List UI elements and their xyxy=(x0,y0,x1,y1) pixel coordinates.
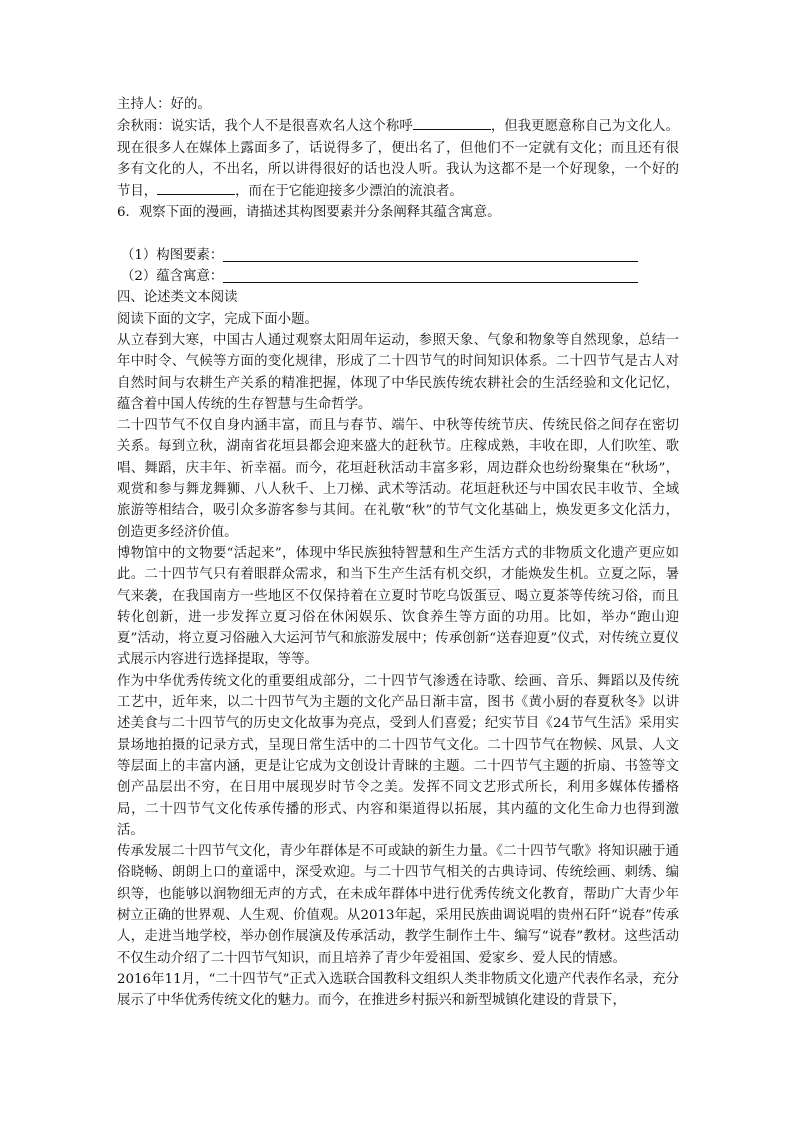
yu-qiuyu-paragraph xyxy=(117,115,679,202)
question-6-prompt: 6．观察下面的漫画，请描述其构图要素并分条阐释其蕴含寓意。 xyxy=(117,205,501,221)
answer-blank-2[interactable] xyxy=(157,180,235,195)
answer-row-meaning xyxy=(117,266,679,287)
composition-answer-line[interactable] xyxy=(223,246,638,262)
reading-paragraph-2: 二十四节气不仅自身内涵丰富，而且与春节、端午、中秋等传统节庆、传统民俗之间存在密切关系。每到立秋，湖南省花垣县都会迎来盛大的赶秋节。庄稼成熟，丰收在即，人们吹笙、歌唱、舞蹈，庆丰年、祈幸福。而今，花垣赶秋活动丰富多彩，周边群众也纷纷聚集在“秋场”，观赏和参与舞龙舞狮、八人秋千、上刀梯、武术等活动。花垣赶秋还与中国农民丰收节、全域旅游等相结合，吸引众多游客参与其间。在礼敬“秋”的节气文化基础上，焕发更多文化活力，创造更多经济价值。 xyxy=(117,418,679,540)
yu-text-part3: ，而在于它能迎接多少漂泊的流浪者。 xyxy=(235,184,463,200)
yu-text-part1: 余秋雨：说实话，我个人不是很喜欢名人这个称呼 xyxy=(117,119,413,135)
reading-instruction: 阅读下面的文字，完成下面小题。 xyxy=(117,311,318,327)
document-page xyxy=(117,94,679,1011)
reading-paragraph-1: 从立春到大寒，中国古人通过观察太阳周年运动，参照天象、气象和物象等自然现象，总结一年中时令、气候等方面的变化规律，形成了二十四节气的时间知识体系。二十四节气是古人对自然时间与农耕生产关系的精准把握，体现了中华民族传统农耕社会的生活经验和文化记忆，蕴含着中国人传统的生存智慧与生命哲学。 xyxy=(117,332,679,412)
meaning-label: （2）蕴含寓意： xyxy=(121,269,224,285)
composition-label: （1）构图要素： xyxy=(121,247,224,263)
yu-text-part2: ，但我更愿意称自己为文化人。现在很多人在媒体上露面多了，话说得多了，便出名了，但他们不一定就有文化；而且还有很多有文化的人，不出名，所以讲得很好的话也没人听。我认为这都不是一个好现象，一个好的节目， xyxy=(117,119,680,200)
reading-paragraph-3: 博物馆中的文物要“活起来”，体现中华民族独特智慧和生产生活方式的非物质文化遗产更应如此。二十四节气只有着眼群众需求，和当下生产生活有机交织，才能焕发生机。立夏之际，暑气来袭，在我国南方一些地区不仅保持着在立夏时节吃乌饭蛋豆、喝立夏茶等传统习俗，而且转化创新，进一步发挥立夏习俗在休闲娱乐、饮食养生等方面的功用。比如，举办“跑山迎夏”活动，将立夏习俗融入大运河节气和旅游发展中；传承创新“送春迎夏”仪式，对传统立夏仪式展示内容进行选择提取，等等。 xyxy=(117,545,679,668)
meaning-answer-line[interactable] xyxy=(223,267,638,283)
reading-paragraph-4: 作为中华优秀传统文化的重要组成部分，二十四节气渗透在诗歌、绘画、音乐、舞蹈以及传统工艺中，近年来，以二十四节气为主题的文化产品日渐丰富，图书《黄小厨的春夏秋冬》以讲述美食与二十四节气的历史文化故事为亮点，受到人们喜爱；纪实节目《24节气生活》采用实景场地拍摄的记录方式，呈现日常生活中的二十四节气文化。二十四节气在物候、风景、人文等层面上的丰富内涵，更是让它成为文创设计青睐的主题。二十四节气主题的折扇、书签等文创产品层出不穷，在日用中展现岁时节令之美。发挥不同文艺形式所长，利用多媒体传播格局，二十四节气文化传承传播的形式、内容和渠道得以拓展，其内蕴的文化生命力也得到激活。 xyxy=(117,673,679,838)
answer-row-composition xyxy=(117,245,679,266)
answer-blank-1[interactable] xyxy=(413,115,491,130)
host-line: 主持人：好的。 xyxy=(117,97,211,112)
reading-paragraph-6: 2016年11月，“二十四节气”正式入选联合国教科文组织人类非物质文化遗产代表作名录，充分展示了中华优秀传统文化的魅力。而今，在推进乡村振兴和新型城镇化建设的背景下， xyxy=(117,971,679,1009)
cartoon-spacer xyxy=(117,224,679,245)
reading-paragraph-5: 传承发展二十四节气文化，青少年群体是不可或缺的新生力量。《二十四节气歌》将知识融于通俗晓畅、朗朗上口的童谣中，深受欢迎。与二十四节气相关的古典诗词、传统绘画、刺绣、编织等，也能够以润物细无声的方式，在未成年群体中进行优秀传统文化教育，帮助广大青少年树立正确的世界观、人生观、价值观。从2013年起，采用民族曲调说唱的贵州石阡“说春”传承人，走进当地学校，举办创作展演及传承活动，教学生制作土牛、编写“说春”教材。这些活动不仅生动介绍了二十四节气知识，而且培养了青少年爱祖国、爱家乡、爱人民的情感。 xyxy=(117,844,679,966)
section-4-heading: 四、论述类文本阅读 xyxy=(117,290,238,306)
